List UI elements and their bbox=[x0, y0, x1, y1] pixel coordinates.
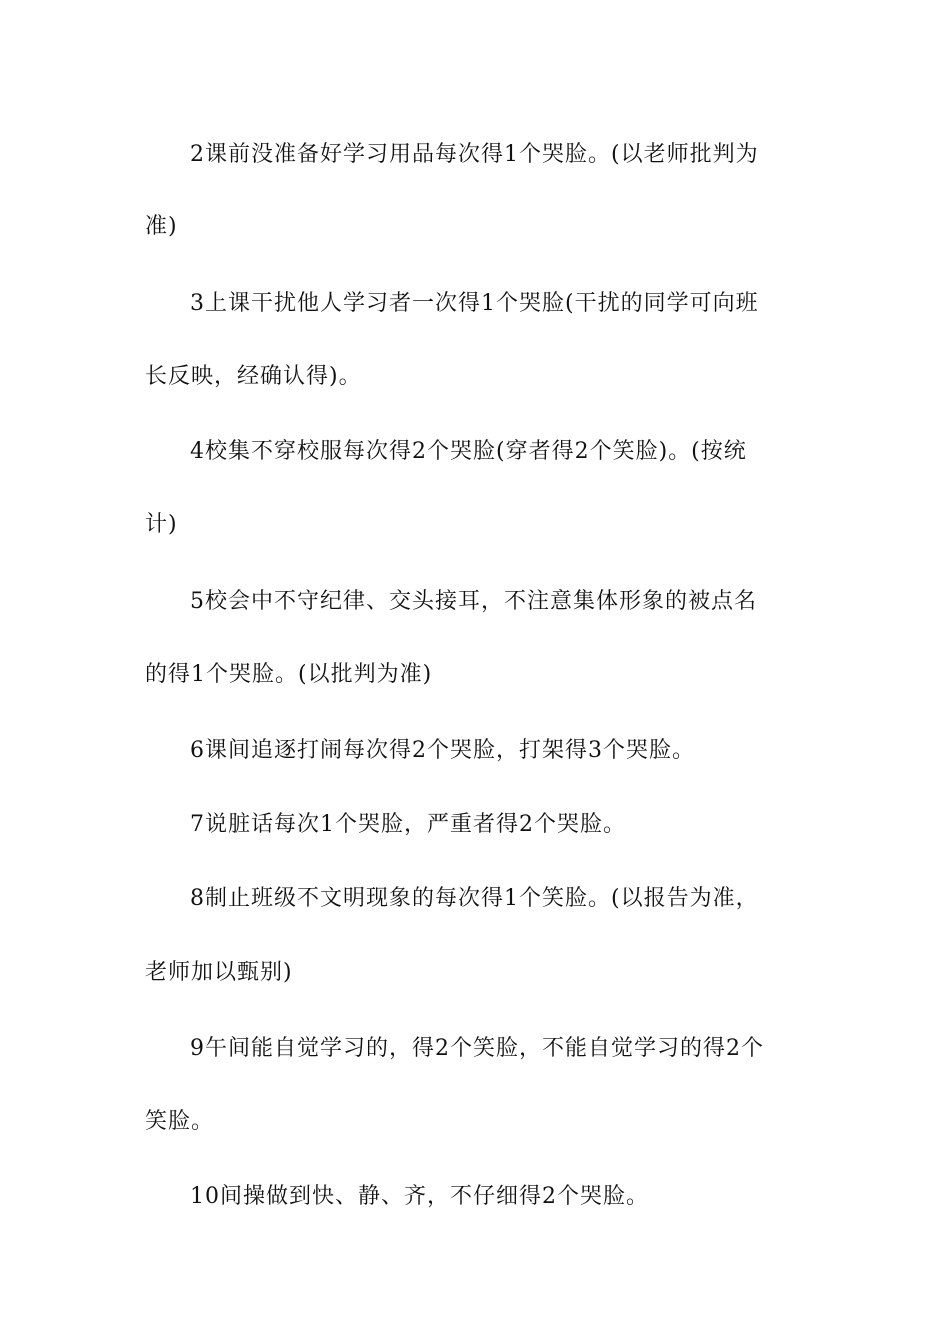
rule-5-line-2: 的得1个哭脸。(以批判为准) bbox=[145, 662, 433, 687]
rule-3-line-2: 长反映，经确认得)。 bbox=[145, 364, 362, 389]
rule-6-line: 6课间追逐打闹每次得2个哭脸，打架得3个哭脸。 bbox=[190, 738, 695, 763]
rule-9-line-1: 9午间能自觉学习的，得2个笑脸，不能自觉学习的得2个 bbox=[190, 1036, 764, 1061]
rule-8-line-2: 老师加以甄别) bbox=[145, 960, 293, 985]
rule-10-line: 10间操做到快、静、齐，不仔细得2个哭脸。 bbox=[190, 1184, 649, 1209]
rule-7-line: 7说脏话每次1个哭脸，严重者得2个哭脸。 bbox=[190, 812, 626, 837]
rule-8-line-1: 8制止班级不文明现象的每次得1个笑脸。(以报告为准， bbox=[190, 886, 759, 911]
rule-5-line-1: 5校会中不守纪律、交头接耳，不注意集体形象的被点名 bbox=[190, 589, 757, 614]
rule-2-line-2: 准) bbox=[145, 214, 178, 239]
rule-4-line-2: 计) bbox=[145, 512, 178, 537]
rule-9-line-2: 笑脸。 bbox=[145, 1109, 215, 1134]
rule-2-line-1: 2课前没准备好学习用品每次得1个哭脸。(以老师批判为 bbox=[190, 142, 759, 167]
rule-3-line-1: 3上课干扰他人学习者一次得1个哭脸(干扰的同学可向班 bbox=[190, 291, 759, 316]
rule-4-line-1: 4校集不穿校服每次得2个哭脸(穿者得2个笑脸)。(按统 bbox=[190, 439, 747, 464]
